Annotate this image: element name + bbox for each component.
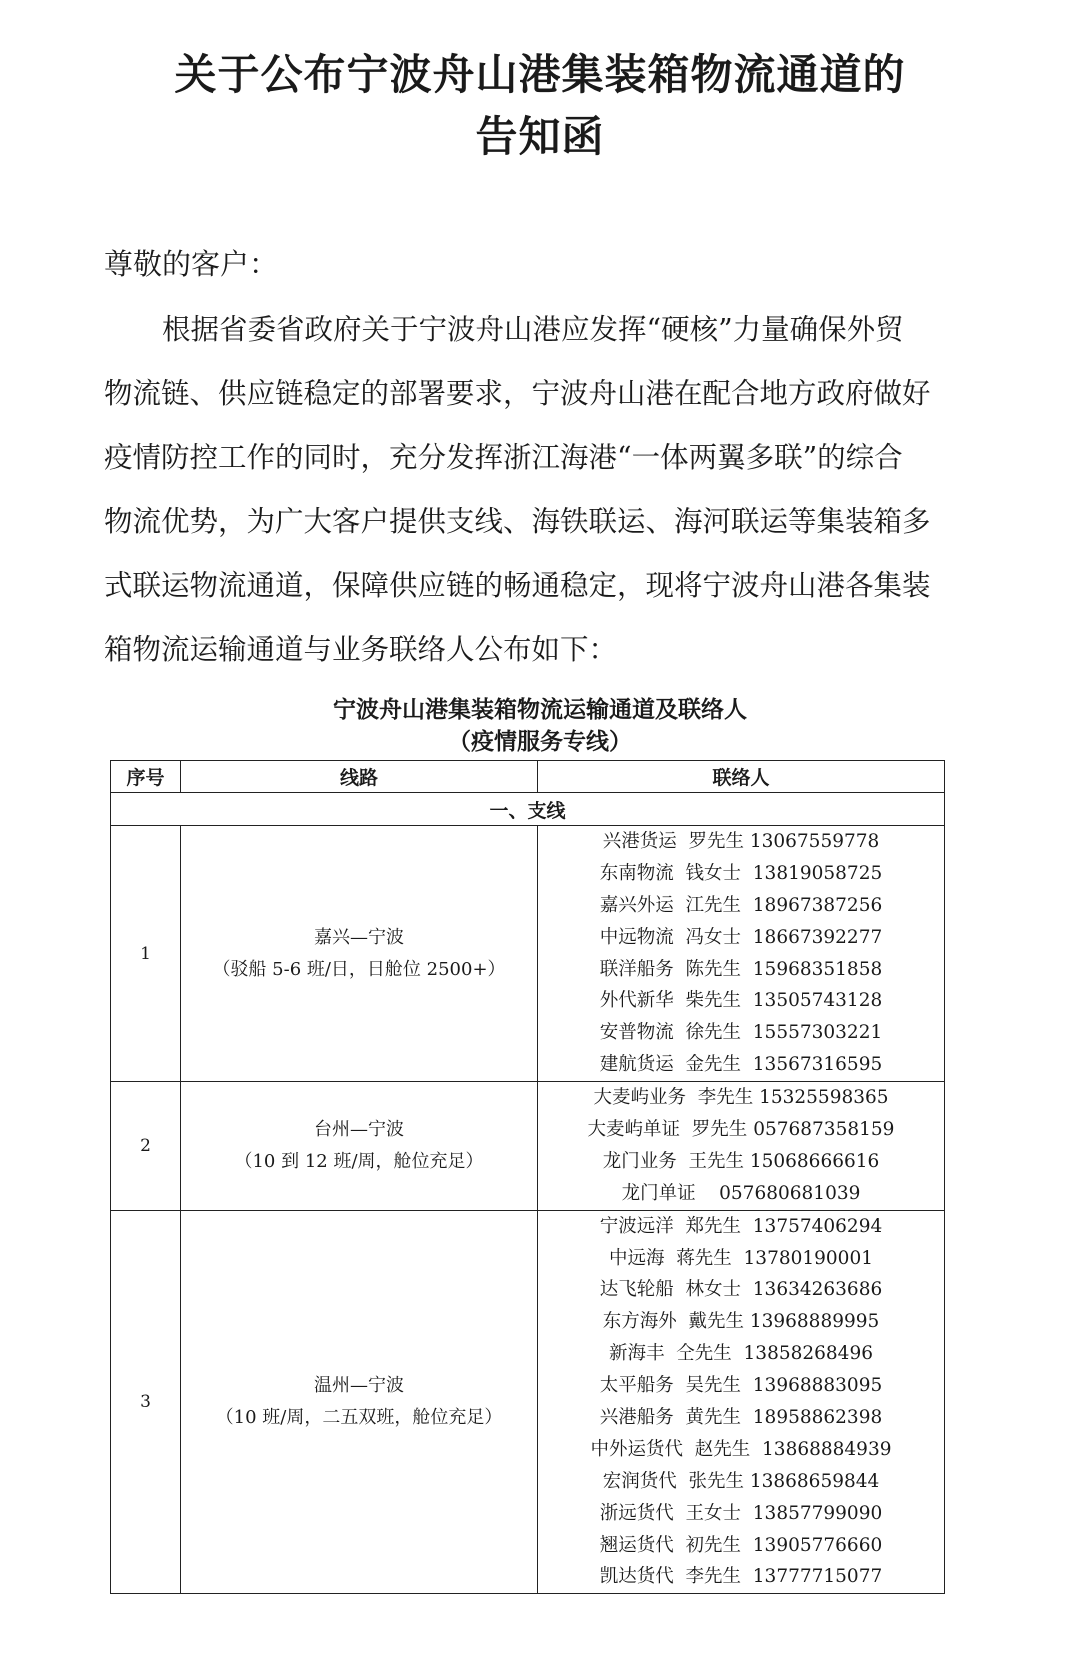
row-index: 1 — [111, 826, 181, 1082]
contact-entry: 大麦屿单证 罗先生 057687358159 — [587, 1119, 895, 1141]
contact-entry: 太平船务 吴先生 13968883095 — [599, 1375, 883, 1397]
contact-entry: 中外运货代 赵先生 13868884939 — [590, 1438, 892, 1460]
paragraph-line: 物流优势，为广大客户提供支线、海铁联运、海河联运等集装箱多 — [104, 505, 931, 538]
title-line-2: 告知函 — [475, 112, 605, 161]
paragraph-line: 物流链、供应链稳定的部署要求，宁波舟山港在配合地方政府做好 — [104, 377, 931, 410]
route-note: （驳船 5-6 班/日，日舱位 2500+） — [212, 958, 506, 980]
contacts-cell — [538, 1082, 945, 1211]
table-row — [111, 826, 945, 1082]
contact-entry: 安普物流 徐先生 15557303221 — [599, 1022, 883, 1044]
contact-entry: 浙远货代 王女士 13857799090 — [599, 1502, 883, 1524]
contact-entry: 中远物流 冯女士 18667392277 — [599, 926, 883, 948]
route-cell — [181, 1210, 538, 1594]
contact-entry: 新海丰 仝先生 13858268496 — [609, 1343, 873, 1365]
contact-entry: 翘运货代 初先生 13905776660 — [599, 1534, 883, 1556]
route-name: 嘉兴—宁波 — [314, 926, 404, 948]
contact-entry: 兴港船务 黄先生 18958862398 — [599, 1407, 883, 1429]
table-row — [111, 1082, 945, 1211]
contacts-cell — [538, 1210, 945, 1594]
paragraph-line: 箱物流运输通道与业务联络人公布如下： — [104, 633, 618, 666]
paragraph-line: 根据省委省政府关于宁波舟山港应发挥“硬核”力量确保外贸 — [162, 313, 904, 346]
table-header-row — [111, 761, 945, 793]
section-row — [111, 793, 945, 826]
table-subtitle: （疫情服务专线） — [448, 729, 632, 755]
contact-entry: 大麦屿业务 李先生 15325598365 — [593, 1087, 889, 1109]
paragraph-line: 疫情防控工作的同时，充分发挥浙江海港“一体两翼多联”的综合 — [104, 441, 903, 474]
header-route: 线路 — [181, 761, 538, 793]
contact-entry: 联洋船务 陈先生 15968351858 — [599, 958, 883, 980]
contact-entry: 龙门业务 王先生 15068666616 — [602, 1150, 880, 1172]
route-note: （10 班/周，二五双班，舱位充足） — [215, 1407, 503, 1429]
table-title: 宁波舟山港集装箱物流运输通道及联络人 — [333, 697, 747, 723]
table-row — [111, 1210, 945, 1594]
row-index: 3 — [111, 1210, 181, 1594]
contact-entry: 兴港货运 罗先生 13067559778 — [602, 831, 880, 852]
section-label: 一、支线 — [111, 793, 945, 826]
route-cell — [181, 826, 538, 1082]
contact-entry: 达飞轮船 林女士 13634263686 — [599, 1279, 883, 1301]
contacts-cell — [538, 826, 945, 1082]
route-cell — [181, 1082, 538, 1211]
contact-entry: 东方海外 戴先生 13968889995 — [602, 1311, 880, 1333]
contact-entry: 龙门单证 057680681039 — [621, 1182, 861, 1204]
header-index: 序号 — [111, 761, 181, 793]
contact-entry: 中远海 蒋先生 13780190001 — [609, 1247, 873, 1269]
salutation: 尊敬的客户： — [104, 247, 279, 281]
paragraph-line: 式联运物流通道，保障供应链的畅通稳定，现将宁波舟山港各集装 — [104, 569, 931, 602]
contact-entry: 建航货运 金先生 13567316595 — [599, 1054, 883, 1076]
contact-entry: 凯达货代 李先生 13777715077 — [599, 1566, 883, 1588]
header-contact: 联络人 — [538, 761, 945, 793]
route-name: 温州—宁波 — [314, 1375, 404, 1397]
document-title — [0, 44, 1080, 168]
contact-entry: 宏润货代 张先生 13868659844 — [602, 1470, 880, 1492]
row-index: 2 — [111, 1082, 181, 1211]
title-line-1: 关于公布宁波舟山港集装箱物流通道的 — [174, 50, 906, 99]
contact-entry: 嘉兴外运 江先生 18967387256 — [599, 894, 883, 916]
route-name: 台州—宁波 — [314, 1118, 404, 1140]
route-note: （10 到 12 班/周，舱位充足） — [234, 1150, 484, 1172]
contact-entry: 宁波远洋 郑先生 13757406294 — [599, 1215, 883, 1237]
contacts-table — [110, 760, 945, 1594]
contact-entry: 外代新华 柴先生 13505743128 — [599, 990, 883, 1012]
contact-entry: 东南物流 钱女士 13819058725 — [599, 862, 883, 884]
body-paragraph — [104, 298, 936, 682]
